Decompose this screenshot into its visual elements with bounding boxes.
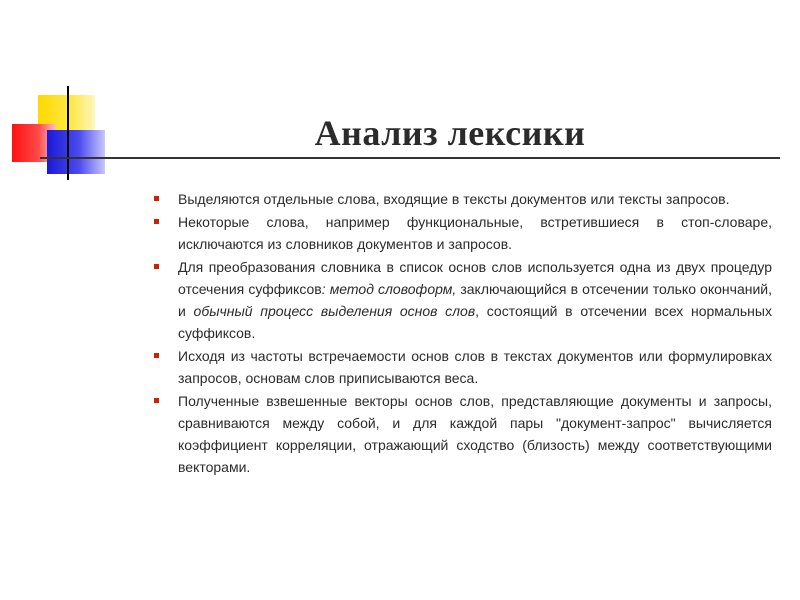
square-bullet-icon: [154, 196, 159, 201]
list-item-text: Полученные взвешенные векторы основ слов, представляющие документы и запросы, сравниваются между собой, и для каждой пары "документ-запрос" вычисляется коэффициент корреляции, отражающий сходство (близость) между соответствующими векторами.: [178, 393, 772, 475]
decorative-squares-logo: [0, 0, 120, 190]
list-item-text: заключающийся в отсечении только окончаний, и: [178, 281, 772, 319]
slide-title: Анализ лексики: [314, 113, 586, 153]
list-item: [152, 390, 772, 478]
blue-square-decoration: [47, 130, 105, 174]
square-bullet-icon: [154, 398, 159, 403]
title-underline: [40, 157, 780, 159]
bullet-list: [152, 188, 772, 479]
square-bullet-icon: [154, 219, 159, 224]
list-item-text: Для преобразования словника в список основ слов используется одна из двух процедур отсечения суффиксов: [178, 259, 772, 297]
list-item: [152, 256, 772, 344]
list-item-text: Выделяются отдельные слова, входящие в тексты документов или тексты запросов.: [178, 191, 730, 207]
list-item: [152, 211, 772, 255]
list-item-text: , состоящий в отсечении всех нормальных суффиксов.: [178, 303, 772, 341]
vertical-line-decoration: [67, 86, 69, 180]
list-item-italic-text: : метод словоформ,: [321, 281, 457, 297]
square-bullet-icon: [154, 264, 159, 269]
list-item: [152, 345, 772, 389]
list-item: [152, 188, 772, 210]
list-item-text: Исходя из частоты встречаемости основ слов в текстах документов или формулировках запросов, основам слов приписываются веса.: [178, 348, 772, 386]
square-bullet-icon: [154, 353, 159, 358]
list-item-text: Некоторые слова, например функциональные, встретившиеся в стоп-словаре, исключаются из словников документов и запросов.: [178, 214, 772, 252]
list-item-italic-text: обычный процесс выделения основ слов: [193, 303, 476, 319]
